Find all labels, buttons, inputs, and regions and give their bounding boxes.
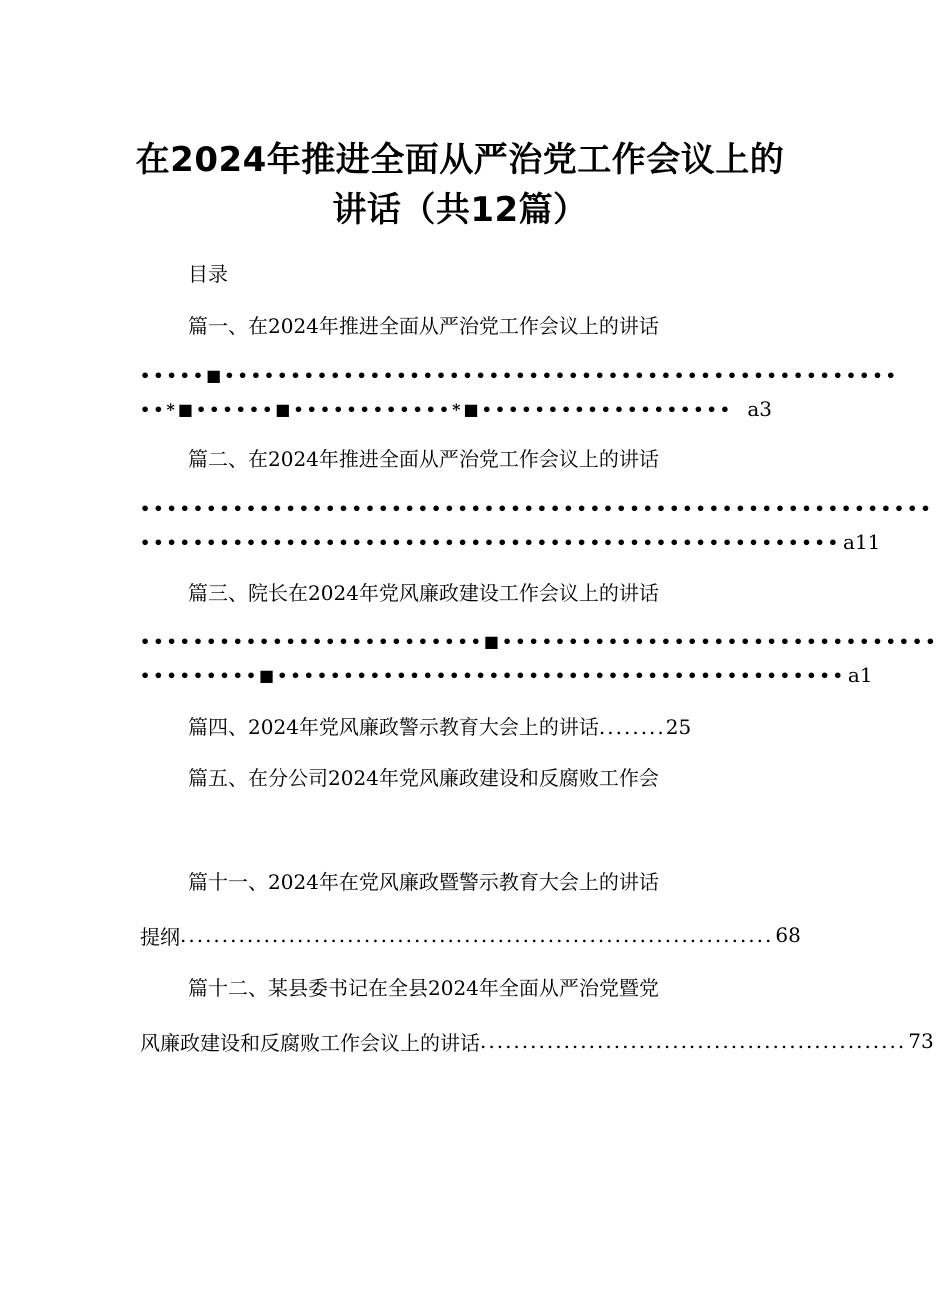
toc-entry-11-leader: ....................................................................... — [180, 923, 774, 947]
toc-entry-4-page: 25 — [665, 715, 692, 739]
toc-entry-2-leader-2: ••••••••••••••••••••••••••••••••••••••••••••••••••••• — [140, 532, 842, 552]
toc-entry-2-leader-1: •••••••••••••••••••••••••••••••••••••••••••••••••••••••••••• — [140, 499, 934, 518]
document-title-line-1: 在2024年推进全面从严治党工作会议上的 — [135, 140, 785, 180]
toc-entry-4-label: 篇四、2024年党风廉政警示教育大会上的讲话 — [188, 715, 599, 739]
toc-entry-3-leader-row[interactable] — [140, 660, 873, 690]
toc-entry-2-page: a11 — [843, 530, 881, 554]
toc-entry-11-continuation-row[interactable] — [140, 920, 801, 950]
toc-entry-11-page: 68 — [775, 923, 801, 947]
toc-entry-12-continuation-row[interactable] — [140, 1026, 934, 1056]
toc-entry-11-label[interactable]: 篇十一、2024年在党风廉政暨警示教育大会上的讲话 — [188, 870, 659, 894]
toc-entry-2-leader-row[interactable] — [140, 527, 881, 557]
toc-entry-12-leader: ................................................... — [480, 1029, 907, 1053]
toc-entry-3-leader-1: ••••••••••••••••••••••••••■••••••••••••••••••••••••••••••••• — [140, 632, 938, 651]
toc-heading: 目录 — [188, 262, 228, 286]
toc-entry-1-page: a3 — [747, 397, 772, 421]
toc-entry-1-label[interactable]: 篇一、在2024年推进全面从严治党工作会议上的讲话 — [188, 314, 659, 338]
document-title-line-2: 讲话（共12篇） — [332, 190, 588, 230]
toc-entry-12-page: 73 — [908, 1029, 934, 1053]
toc-entry-11-continuation: 提纲 — [140, 924, 180, 949]
toc-entry-5-label[interactable]: 篇五、在分公司2024年党风廉政建设和反腐败工作会 — [188, 766, 659, 790]
toc-entry-12-continuation: 风廉政建设和反腐败工作会议上的讲话 — [140, 1030, 480, 1055]
toc-entry-3-label[interactable]: 篇三、院长在2024年党风廉政建设工作会议上的讲话 — [188, 581, 659, 605]
toc-entry-2-label[interactable]: 篇二、在2024年推进全面从严治党工作会议上的讲话 — [188, 447, 659, 471]
toc-entry-4[interactable] — [188, 712, 691, 742]
toc-entry-1-leader-2: ••*■••••••■••••••••••••*■••••••••••••••••••• — [140, 399, 733, 419]
toc-entry-3-leader-2: •••••••••■••••••••••••••••••••••••••••••••••••••••••• — [140, 665, 846, 685]
toc-entry-1-leader-1: •••••■••••••••••••••••••••••••••••••••••••••••••••••••••• — [140, 366, 899, 385]
toc-entry-4-leader: ........ — [598, 715, 666, 739]
toc-entry-12-label[interactable]: 篇十二、某县委书记在全县2024年全面从严治党暨党 — [188, 976, 659, 1000]
toc-entry-1-leader-row[interactable] — [140, 394, 772, 424]
toc-entry-3-page: a1 — [847, 663, 873, 687]
